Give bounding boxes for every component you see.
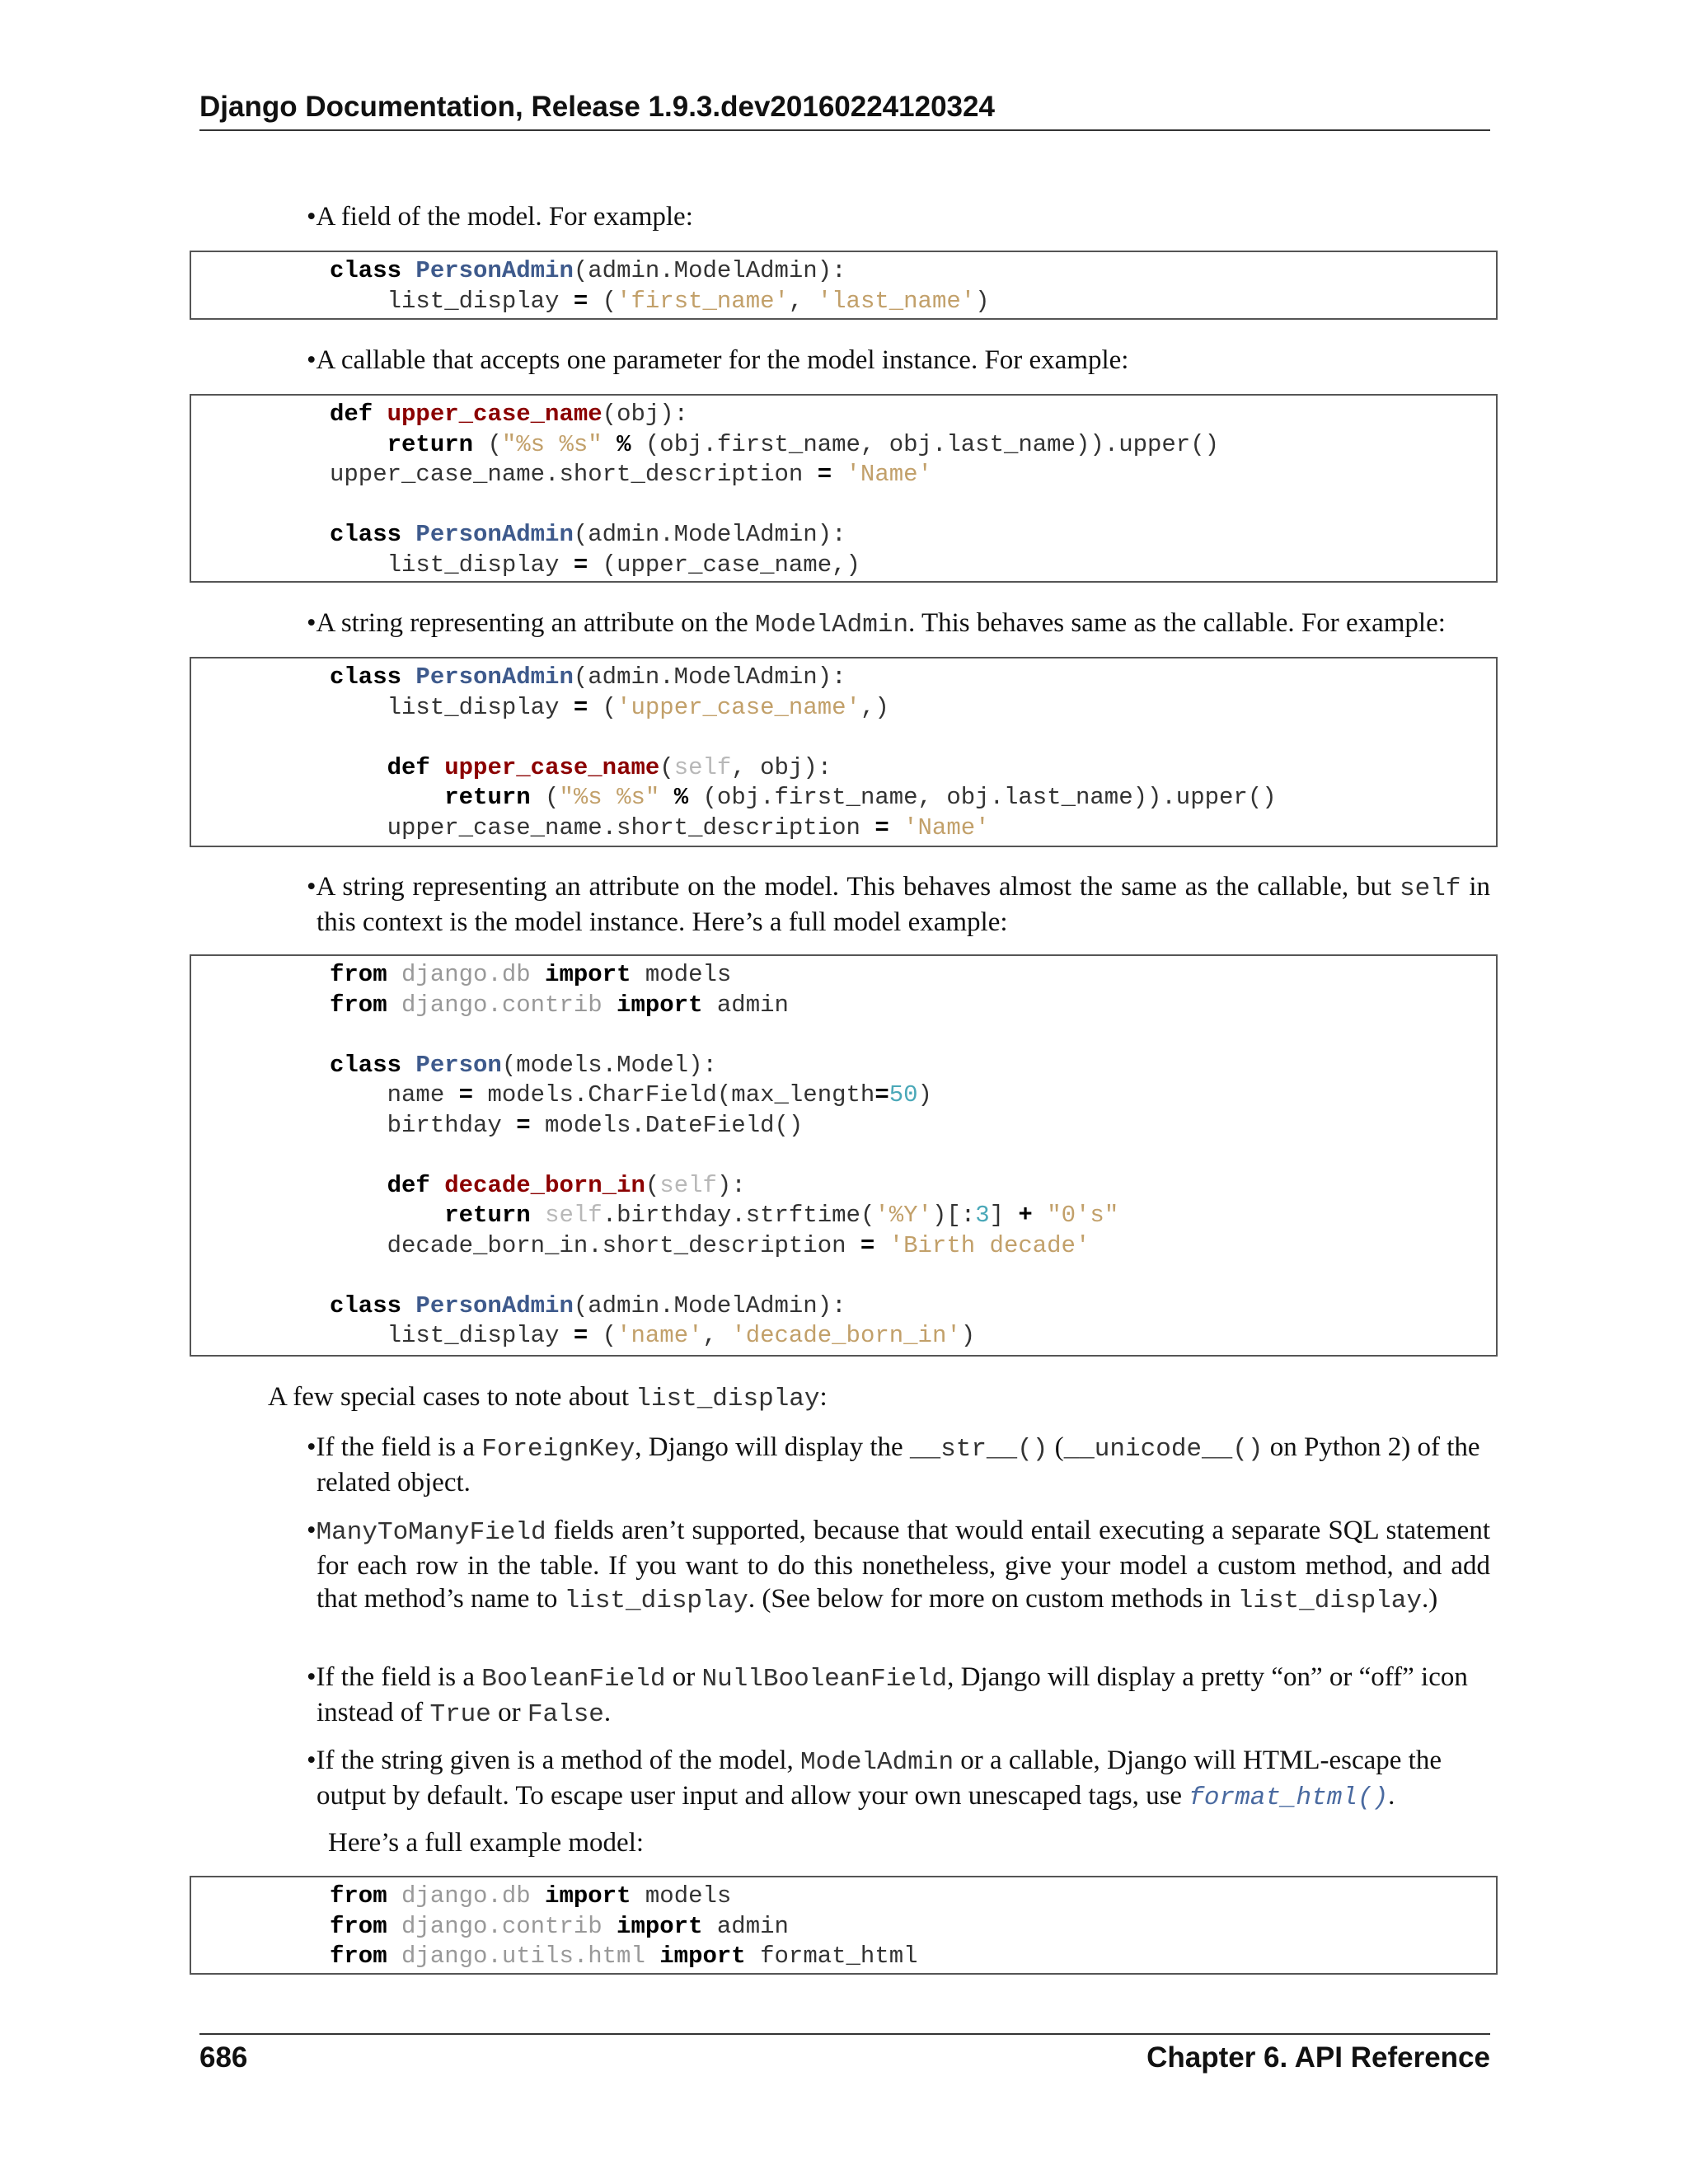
code-token: ( bbox=[588, 1322, 617, 1349]
code-token bbox=[1033, 1202, 1047, 1229]
code-token bbox=[330, 784, 444, 811]
code-line bbox=[330, 1291, 1496, 1322]
bullet-model-attribute: •A string representing an attribute on the model. This behaves almost the same as the callable, but self in this context is the model instance. Here’s a full model example: bbox=[307, 872, 1490, 937]
code-token: list_display bbox=[330, 1322, 574, 1349]
code-token: import bbox=[645, 1943, 746, 1970]
code-line bbox=[330, 783, 1496, 813]
code-line bbox=[330, 551, 1496, 581]
bullet-callable: •A callable that accepts one parameter for the model instance. For example: bbox=[307, 345, 1129, 375]
code-token: class bbox=[330, 521, 416, 548]
code-line bbox=[330, 520, 1496, 551]
code-token bbox=[531, 1202, 545, 1229]
code-line bbox=[330, 991, 1496, 1021]
code-token: models bbox=[631, 961, 732, 988]
code-line bbox=[330, 1020, 1496, 1051]
code-line bbox=[330, 1912, 1496, 1943]
special-cases-intro: A few special cases to note about list_display: bbox=[268, 1382, 828, 1413]
code-line bbox=[330, 1231, 1496, 1262]
code-token: (admin.ModelAdmin): bbox=[573, 663, 846, 691]
code-line bbox=[330, 693, 1496, 724]
code-token bbox=[874, 1232, 889, 1259]
bullet-booleanfield: •If the field is a BooleanField or NullBooleanField, Django will display a pretty “on” or “off” icon instead of True or False. bbox=[307, 1662, 1468, 1729]
code-token: Person bbox=[415, 1051, 502, 1079]
code-token bbox=[889, 814, 903, 841]
code-token: import bbox=[530, 961, 631, 988]
footer-rule bbox=[199, 2033, 1490, 2035]
code-token: 'last_name' bbox=[817, 287, 976, 315]
code-block-callable bbox=[190, 394, 1498, 583]
code-token: ) bbox=[917, 1081, 932, 1108]
code-line bbox=[330, 1942, 1496, 1972]
code-token: import bbox=[602, 991, 703, 1019]
code-block-imports bbox=[190, 1876, 1498, 1975]
running-header-title: Django Documentation, Release 1.9.3.dev20160224120324 bbox=[199, 91, 995, 123]
code-token: return bbox=[444, 1202, 531, 1229]
code-token: name bbox=[330, 1081, 459, 1108]
code-token: ( bbox=[588, 693, 617, 721]
code-line bbox=[330, 1171, 1496, 1202]
code-token: 'Name' bbox=[846, 461, 932, 488]
code-line bbox=[330, 1141, 1496, 1171]
code-line bbox=[330, 663, 1496, 693]
code-line bbox=[330, 753, 1496, 784]
code-token: list_display bbox=[330, 551, 574, 579]
code-token: upper_case_name bbox=[444, 753, 660, 781]
code-token: 'upper_case_name' bbox=[617, 693, 860, 721]
code-line bbox=[330, 723, 1496, 753]
code-token: )[: bbox=[931, 1202, 976, 1229]
code-line bbox=[330, 490, 1496, 521]
code-token: from bbox=[330, 961, 402, 988]
bullet-html-escape: •If the string given is a method of the model, ModelAdmin or a callable, Django will HTML-escape the output by default. To escape user input and allow your own unescaped tags, use format_html(). bbox=[307, 1746, 1442, 1812]
code-token: self bbox=[673, 753, 732, 781]
code-token: ( bbox=[588, 287, 617, 315]
code-token: "%s %s" bbox=[501, 430, 603, 458]
code-token: from bbox=[330, 1943, 402, 1970]
code-token: self bbox=[659, 1171, 717, 1199]
code-token: return bbox=[387, 430, 474, 458]
code-token: import bbox=[530, 1882, 631, 1910]
code-token: + bbox=[1018, 1202, 1033, 1229]
code-token: = bbox=[573, 287, 588, 315]
code-token: , obj): bbox=[731, 753, 832, 781]
code-line bbox=[330, 813, 1496, 844]
code-token: class bbox=[330, 1051, 416, 1079]
code-line bbox=[330, 256, 1496, 287]
code-token: format_html bbox=[745, 1943, 918, 1970]
code-token: "0's" bbox=[1047, 1202, 1119, 1229]
code-token: list_display bbox=[330, 287, 574, 315]
code-line bbox=[330, 1321, 1496, 1352]
code-token: 'decade_born_in' bbox=[731, 1322, 961, 1349]
code-token: (obj): bbox=[602, 401, 689, 428]
header-rule bbox=[199, 129, 1490, 131]
code-token: .birthday.strftime( bbox=[602, 1202, 875, 1229]
code-token: 50 bbox=[889, 1081, 918, 1108]
code-line bbox=[330, 1201, 1496, 1231]
code-token: % bbox=[673, 784, 689, 811]
code-token: (obj.first_name, obj.last_name)).upper() bbox=[688, 784, 1277, 811]
code-line bbox=[330, 960, 1496, 991]
code-token: PersonAdmin bbox=[415, 1291, 574, 1319]
code-line bbox=[330, 1882, 1496, 1912]
code-token: = bbox=[516, 1111, 531, 1139]
code-token: (obj.first_name, obj.last_name)).upper() bbox=[631, 430, 1220, 458]
code-token: birthday bbox=[330, 1111, 517, 1139]
code-token: = bbox=[874, 1081, 889, 1108]
code-token: (admin.ModelAdmin): bbox=[573, 1291, 846, 1319]
code-token: decade_born_in.short_description bbox=[330, 1231, 860, 1259]
code-token: = bbox=[874, 813, 889, 841]
code-token: = bbox=[860, 1231, 875, 1259]
code-block-field bbox=[190, 251, 1498, 320]
code-token: ,) bbox=[860, 693, 889, 721]
code-line bbox=[330, 1051, 1496, 1081]
code-token: self bbox=[545, 1202, 603, 1229]
code-token: import bbox=[602, 1912, 703, 1940]
code-token: "%s %s" bbox=[559, 784, 660, 811]
code-token: (models.Model): bbox=[501, 1051, 717, 1079]
code-token: def bbox=[330, 401, 387, 428]
code-token: ) bbox=[960, 1322, 976, 1349]
code-token: (admin.ModelAdmin): bbox=[573, 521, 846, 548]
code-token: ( bbox=[659, 753, 674, 781]
code-line bbox=[330, 430, 1496, 461]
code-token: models.DateField() bbox=[530, 1111, 804, 1139]
code-token: return bbox=[444, 784, 531, 811]
code-token: def bbox=[387, 1171, 445, 1199]
code-token: = bbox=[817, 461, 832, 488]
format-html-link[interactable]: format_html() bbox=[1189, 1783, 1389, 1812]
code-token: = bbox=[573, 551, 588, 579]
code-token: 'Name' bbox=[903, 813, 990, 841]
code-token: from bbox=[330, 1882, 402, 1910]
code-token: (admin.ModelAdmin): bbox=[573, 257, 846, 284]
code-line bbox=[330, 1080, 1496, 1111]
code-token bbox=[659, 784, 673, 811]
code-token: , bbox=[702, 1322, 732, 1349]
code-token: upper_case_name.short_description bbox=[330, 813, 875, 841]
code-token: from bbox=[330, 1912, 402, 1940]
code-token: ) bbox=[975, 287, 990, 315]
code-token bbox=[330, 1172, 387, 1199]
code-token: PersonAdmin bbox=[415, 257, 574, 284]
code-token: (upper_case_name,) bbox=[588, 551, 860, 579]
code-token: ( bbox=[645, 1171, 660, 1199]
code-token: models bbox=[631, 1882, 732, 1910]
code-token: class bbox=[330, 663, 416, 691]
code-token: django.utils.html bbox=[401, 1943, 645, 1970]
code-line bbox=[330, 287, 1496, 317]
full-example-intro: Here’s a full example model: bbox=[328, 1828, 645, 1858]
code-token: 3 bbox=[975, 1202, 990, 1229]
code-token: PersonAdmin bbox=[415, 521, 574, 548]
code-token: ( bbox=[530, 784, 560, 811]
code-token: upper_case_name bbox=[387, 401, 603, 428]
code-token: % bbox=[617, 430, 631, 458]
code-token: 'first_name' bbox=[617, 287, 789, 315]
bullet-modeladmin-attribute: •A string representing an attribute on the ModelAdmin. This behaves same as the callable. For example: bbox=[307, 608, 1446, 640]
bullet-manytomany: •ManyToManyField fields aren’t supported, because that would entail executing a separate SQL statement for each row in the table. If you want to do this nonetheless, give your model a custom method, and add that method’s name to list_display. (See below for more on custom methods in list_display.) bbox=[307, 1516, 1490, 1615]
code-token: models.CharField(max_length bbox=[473, 1081, 875, 1108]
code-token: upper_case_name.short_description bbox=[330, 461, 818, 488]
code-token: admin bbox=[702, 1912, 789, 1940]
code-token: = bbox=[458, 1081, 474, 1108]
code-line bbox=[330, 1111, 1496, 1141]
code-token bbox=[330, 1202, 444, 1229]
code-token: PersonAdmin bbox=[415, 663, 574, 691]
code-token bbox=[330, 754, 387, 781]
code-token: ] bbox=[989, 1202, 1019, 1229]
code-token bbox=[330, 431, 387, 458]
code-token: '%Y' bbox=[874, 1202, 932, 1229]
code-token: class bbox=[330, 257, 416, 284]
code-token: list_display bbox=[330, 693, 574, 721]
code-token bbox=[603, 431, 617, 458]
code-token: django.db bbox=[401, 1882, 531, 1910]
code-token: django.db bbox=[401, 961, 531, 988]
page-number: 686 bbox=[199, 2041, 248, 2074]
code-line bbox=[330, 1261, 1496, 1291]
code-token: = bbox=[573, 1322, 588, 1349]
bullet-model-field: •A field of the model. For example: bbox=[307, 202, 693, 232]
code-token: from bbox=[330, 991, 402, 1019]
code-token: ( bbox=[473, 430, 502, 458]
code-token: def bbox=[387, 753, 445, 781]
code-token: ): bbox=[716, 1171, 746, 1199]
bullet-foreignkey: •If the field is a ForeignKey, Django will display the __str__() (__unicode__() on Python 2) of the related object. bbox=[307, 1432, 1480, 1497]
chapter-label: Chapter 6. API Reference bbox=[1146, 2041, 1490, 2074]
code-token: = bbox=[573, 693, 588, 721]
code-token bbox=[832, 461, 846, 488]
code-line bbox=[330, 400, 1496, 430]
code-line bbox=[330, 460, 1496, 490]
code-block-modeladmin-attribute bbox=[190, 657, 1498, 847]
code-token: admin bbox=[702, 991, 789, 1019]
code-token: decade_born_in bbox=[444, 1171, 645, 1199]
code-token: django.contrib bbox=[401, 991, 603, 1019]
code-token: 'name' bbox=[617, 1322, 703, 1349]
code-block-model-example bbox=[190, 954, 1498, 1357]
code-token: class bbox=[330, 1291, 416, 1319]
code-token: , bbox=[788, 287, 818, 315]
code-token: django.contrib bbox=[401, 1912, 603, 1940]
code-token: 'Birth decade' bbox=[889, 1231, 1090, 1259]
